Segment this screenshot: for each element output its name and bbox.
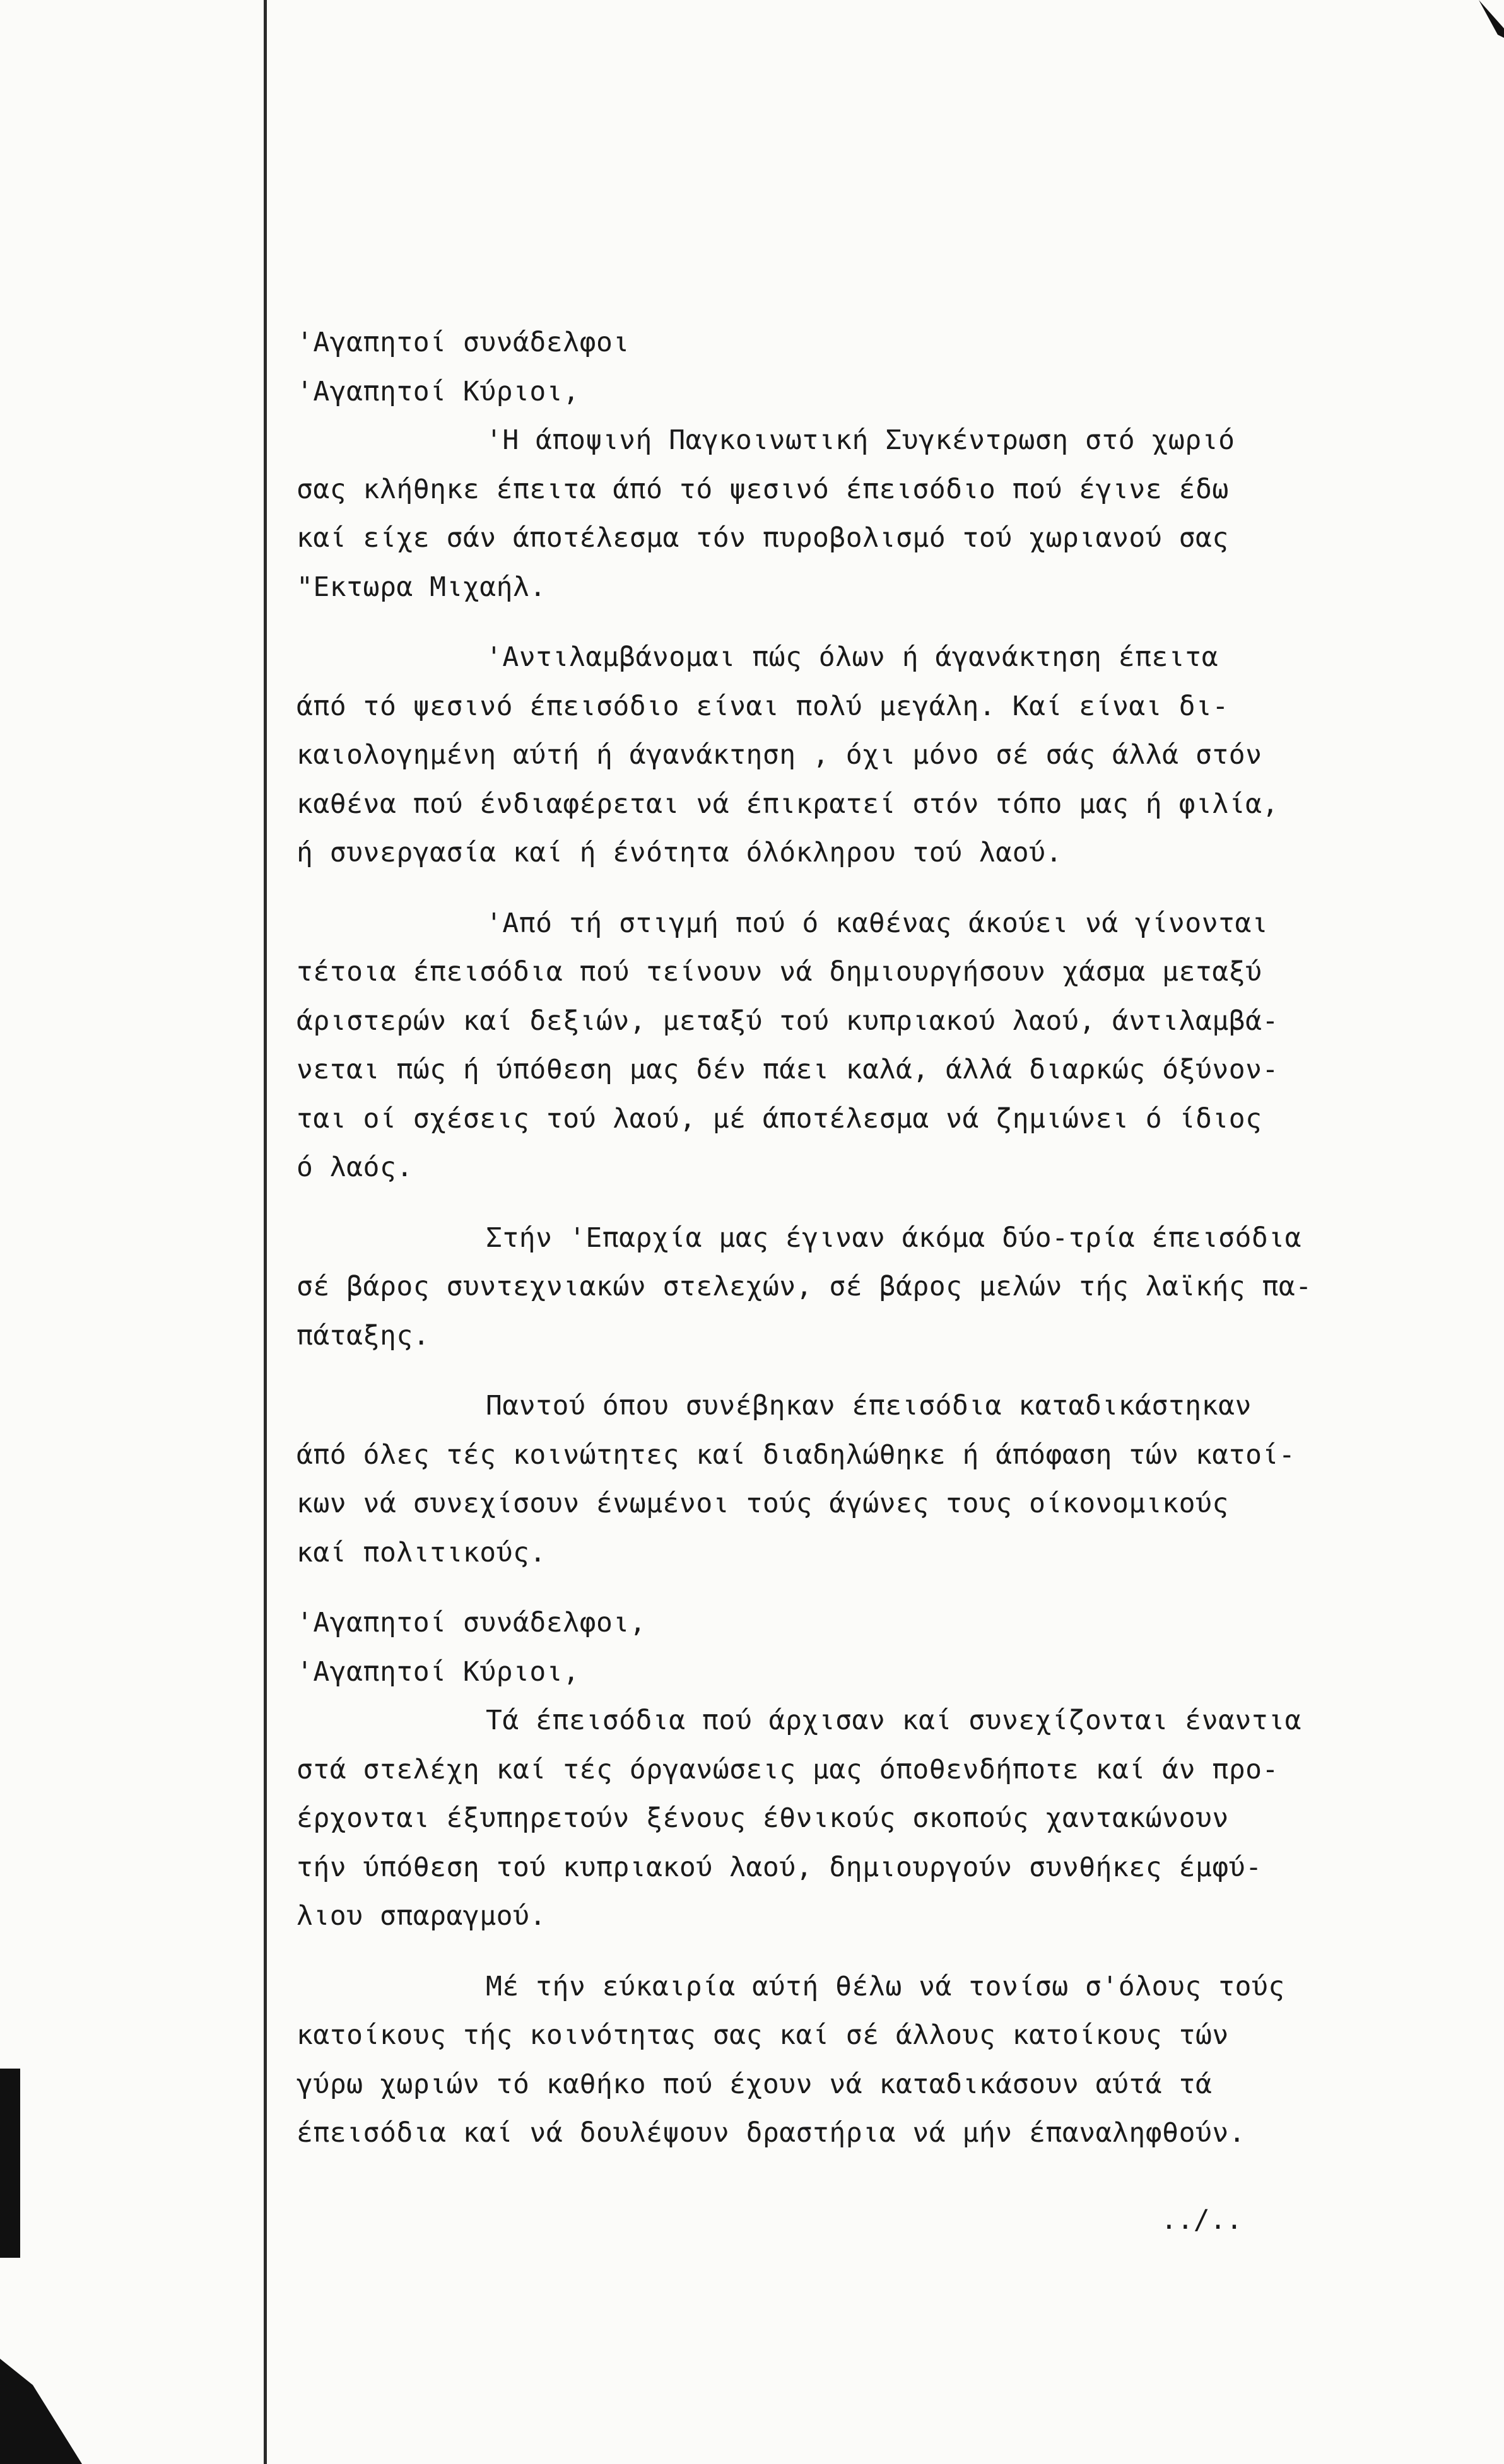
margin-rule: [264, 0, 267, 2464]
text-line: ό λαός.: [297, 1152, 413, 1183]
text-line: τήν ύπόθεση τού κυπριακού λαού, δημιουργούν συνθήκες έμφύ-: [297, 1851, 1262, 1883]
text-line: σας κλήθηκε έπειτα άπό τό ψεσινό έπεισόδιο πού έγινε έδω: [297, 473, 1229, 505]
paragraph-gap: [297, 612, 1483, 633]
paragraph-gap: [297, 878, 1483, 899]
text-line: γύρω χωριών τό καθήκο πού έχουν νά καταδικάσουν αύτά τά: [297, 2068, 1213, 2100]
text-line: καί πολιτικούς.: [297, 1536, 546, 1568]
paragraph-gap: [297, 1941, 1483, 1963]
text-line: καιολογημένη αύτή ή άγανάκτηση , όχι μόνο σέ σάς άλλά στόν: [297, 739, 1262, 771]
text-line: 'Αγαπητοί συνάδελφοι,: [297, 1607, 647, 1638]
page-continuation-mark: ../..: [1161, 2204, 1243, 2236]
text-line: στά στελέχη καί τές όργανώσεις μας όποθενδήποτε καί άν προ-: [297, 1753, 1279, 1785]
binding-edge-mark: [0, 2069, 20, 2258]
text-line: άπό τό ψεσινό έπεισόδιο είναι πολύ μεγάλη. Καί είναι δι-: [297, 690, 1229, 722]
text-line: Μέ τήν εύκαιρία αύτή θέλω νά τονίσω σ'όλους τούς: [486, 1970, 1285, 2002]
text-line: Τά έπεισόδια πού άρχισαν καί συνεχίζονται έναντια: [486, 1705, 1302, 1736]
text-line: Παντού όπου συνέβηκαν έπεισόδια καταδικάστηκαν: [486, 1390, 1252, 1422]
text-line: ται οί σχέσεις τού λαού, μέ άποτέλεσμα νά ζημιώνει ό ίδιος: [297, 1102, 1262, 1135]
text-line: κων νά συνεχίσουν ένωμένοι τούς άγώνες τους οίκονομικούς: [297, 1488, 1229, 1519]
text-line: λιου σπαραγμού.: [297, 1900, 546, 1932]
text-line: κατοίκους τής κοινότητας σας καί σέ άλλους κατοίκους τών: [297, 2019, 1229, 2051]
text-line: 'Αγαπητοί Κύριοι,: [297, 1655, 580, 1688]
text-line: έρχονται έξυπηρετούν ξένους έθνικούς σκοπούς χαντακώνουν: [297, 1802, 1229, 1834]
text-line: ή συνεργασία καί ή ένότητα όλόκληρου τού λαού.: [297, 837, 1062, 868]
text-line: 'Αγαπητοί Κύριοι,: [297, 375, 580, 407]
text-line: άπό όλες τές κοινώτητες καί διαδηλώθηκε ή άπόφαση τών κατοί-: [297, 1439, 1296, 1471]
text-line: 'Από τή στιγμή πού ό καθένας άκούει νά γίνονται: [486, 907, 1269, 939]
paragraph-gap: [297, 1360, 1483, 1382]
text-line: 'Η άποψινή Παγκοινωτική Συγκέντρωση στό χωριό: [486, 424, 1235, 456]
text-line: Στήν 'Επαρχία μας έγιναν άκόμα δύο-τρία έπεισόδια: [486, 1222, 1302, 1254]
text-line: έπεισόδια καί νά δουλέψουν δραστήρια νά μήν έπαναληφθούν.: [297, 2117, 1246, 2149]
text-line: νεται πώς ή ύπόθεση μας δέν πάει καλά, άλλά διαρκώς όξύνον-: [297, 1054, 1279, 1085]
text-line: 'Αγαπητοί συνάδελφοι: [297, 327, 630, 358]
document-body: [297, 318, 1483, 2158]
text-line: πάταξης.: [297, 1319, 430, 1352]
text-line: σέ βάρος συντεχνιακών στελεχών, σέ βάρος μελών τής λαϊκής πα-: [297, 1271, 1312, 1302]
text-line: καί είχε σάν άποτέλεσμα τόν πυροβολισμό τού χωριανού σας: [297, 522, 1229, 554]
text-line: 'Αντιλαμβάνομαι πώς όλων ή άγανάκτηση έπειτα: [486, 641, 1219, 673]
paragraph-gap: [297, 1577, 1483, 1599]
paragraph-gap: [297, 1193, 1483, 1214]
text-line: καθένα πού ένδιαφέρεται νά έπικρατεί στόν τόπο μας ή φιλία,: [297, 788, 1279, 820]
text-line: άριστερών καί δεξιών, μεταξύ τού κυπριακού λαού, άντιλαμβά-: [297, 1005, 1279, 1037]
corner-mark: [1479, 0, 1504, 38]
binding-edge-mark: [0, 2359, 82, 2464]
text-line: "Εκτωρα Μιχαήλ.: [297, 571, 546, 603]
text-line: τέτοια έπεισόδια πού τείνουν νά δημιουργήσουν χάσμα μεταξύ: [297, 956, 1262, 988]
